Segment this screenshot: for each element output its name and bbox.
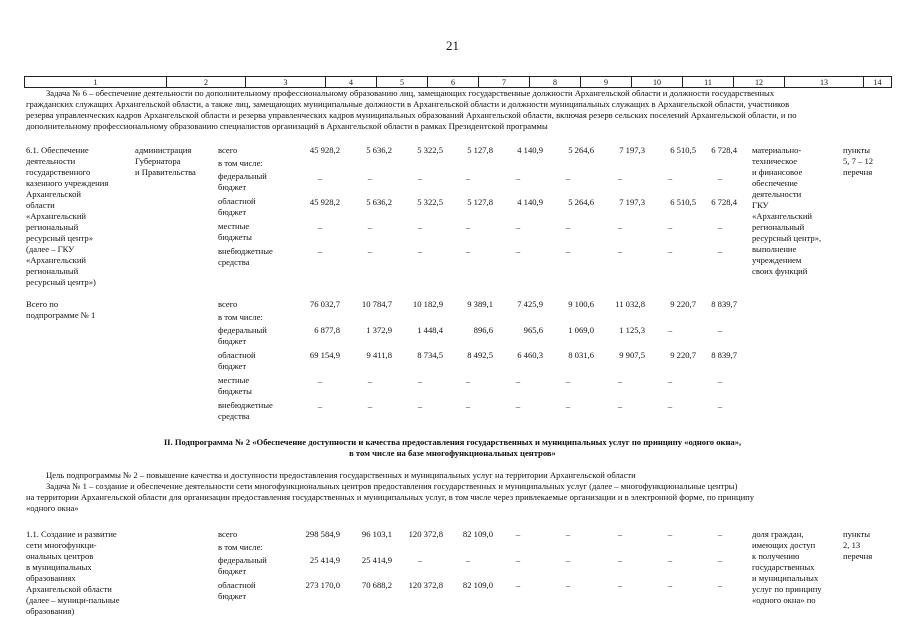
value-cell: 5 127,8 xyxy=(467,197,493,207)
col-header: 8 xyxy=(530,77,581,88)
row-name-line: Всего по xyxy=(26,299,59,309)
empty-cell-dash: – xyxy=(367,401,373,411)
result-line: региональный xyxy=(752,222,805,232)
value-cell: 7 197,3 xyxy=(619,197,645,207)
value-cell: 82 109,0 xyxy=(462,580,493,590)
result-line: учреждением xyxy=(752,255,802,265)
empty-cell-dash: – xyxy=(317,222,323,232)
empty-cell-dash: – xyxy=(717,222,723,232)
value-cell: 25 414,9 xyxy=(361,555,392,565)
empty-cell-dash: – xyxy=(465,173,471,183)
value-cell: – xyxy=(465,555,471,565)
empty-cell-dash: – xyxy=(565,173,571,183)
col-header: 9 xyxy=(581,77,632,88)
value-cell: 69 154,9 xyxy=(309,350,340,360)
value-cell: 5 127,8 xyxy=(467,145,493,155)
points-line: 5, 7 – 12 xyxy=(843,156,874,166)
text-line: на территории Архангельской области для организации предоставления государственных и муниципальных услуг, в том числе через привлекаемые организации и в электронной форме, по принципу xyxy=(26,492,755,502)
empty-cell-dash: – xyxy=(617,376,623,386)
empty-cell-dash: – xyxy=(317,376,323,386)
value-cell: 9 220,7 xyxy=(670,350,696,360)
row-name-line: «Архангельский xyxy=(26,255,87,265)
source-ext: средства xyxy=(218,411,250,421)
value-cell: – xyxy=(717,580,723,590)
value-cell: 5 264,6 xyxy=(568,197,594,207)
value-cell: 10 784,7 xyxy=(361,299,392,309)
row-name-line: (далее – муници-пальные xyxy=(26,595,120,605)
row-name-line: ональных центров xyxy=(26,551,94,561)
source-including: в том числе: xyxy=(218,312,263,322)
value-cell: – xyxy=(515,529,521,539)
executor-line: администрация xyxy=(135,145,192,155)
result-line: «Архангельский xyxy=(752,211,813,221)
value-cell: – xyxy=(617,580,623,590)
text-line: резерва управленческих кадров Архангельской области и резерва управленческих кадров муниципальных образований Архангельской области, включая резерв сельских поселений Архангельской области, и по xyxy=(26,110,797,120)
result-line: своих функций xyxy=(752,266,808,276)
value-cell: 9 389,1 xyxy=(467,299,493,309)
row-name-line: региональный xyxy=(26,222,79,232)
col-header: 13 xyxy=(785,77,864,88)
row-name-line: в муниципальных xyxy=(26,562,92,572)
value-cell: 5 264,6 xyxy=(568,145,594,155)
col-header: 4 xyxy=(326,77,377,88)
value-cell: 6 728,4 xyxy=(711,145,737,155)
value-cell: 120 372,8 xyxy=(408,529,443,539)
source-total: всего xyxy=(218,145,238,155)
text-line: «одного окна» xyxy=(26,503,79,513)
value-cell: 45 928,2 xyxy=(309,197,340,207)
value-cell: 1 448,4 xyxy=(417,325,443,335)
value-cell: 6 877,8 xyxy=(314,325,340,335)
result-line: техническое xyxy=(752,156,798,166)
empty-cell-dash: – xyxy=(317,401,323,411)
value-cell: – xyxy=(617,555,623,565)
value-cell: 25 414,9 xyxy=(309,555,340,565)
empty-cell-dash: – xyxy=(417,173,423,183)
empty-cell-dash: – xyxy=(465,376,471,386)
points-line: перечня xyxy=(843,167,873,177)
section-subtitle: в том числе на базе многофункциональных центров» xyxy=(349,448,556,458)
row-name-line: (далее – ГКУ xyxy=(26,244,75,254)
column-number-header xyxy=(24,76,892,88)
empty-cell-dash: – xyxy=(617,246,623,256)
empty-cell-dash: – xyxy=(417,376,423,386)
empty-cell-dash: – xyxy=(617,222,623,232)
col-header: 12 xyxy=(734,77,785,88)
source-reg: областной xyxy=(218,196,256,206)
source-fed: бюджет xyxy=(218,566,247,576)
empty-cell-dash: – xyxy=(565,401,571,411)
value-cell: – xyxy=(667,325,673,335)
value-cell: 1 069,0 xyxy=(568,325,594,335)
value-cell: 5 636,2 xyxy=(366,197,392,207)
value-cell: 1 125,3 xyxy=(619,325,645,335)
value-cell: 8 031,6 xyxy=(568,350,594,360)
source-reg: бюджет xyxy=(218,591,247,601)
source-ext: средства xyxy=(218,257,250,267)
text-line: гражданских служащих Архангельской области, а также лиц, замещающих муниципальные должности в Архангельской области и должности муниципальных служащих в Архангельской области, участников xyxy=(26,99,790,109)
value-cell: 6 728,4 xyxy=(711,197,737,207)
row-name-line: ресурсный центр») xyxy=(26,277,96,287)
col-header: 6 xyxy=(428,77,479,88)
result-line: доля граждан, xyxy=(752,529,804,539)
col-header: 2 xyxy=(167,77,246,88)
col-header: 14 xyxy=(864,77,892,88)
source-reg: бюджет xyxy=(218,207,247,217)
row-name-line: 6.1. Обеспечение xyxy=(26,145,89,155)
result-line: и финансовое xyxy=(752,167,803,177)
row-name-line: Архангельской xyxy=(26,189,81,199)
empty-cell-dash: – xyxy=(667,246,673,256)
col-header: 10 xyxy=(632,77,683,88)
value-cell: 8 839,7 xyxy=(711,350,737,360)
source-including: в том числе: xyxy=(218,158,263,168)
result-line: к получению xyxy=(752,551,800,561)
row-name-line: региональный xyxy=(26,266,79,276)
value-cell: – xyxy=(565,555,571,565)
value-cell: 5 322,5 xyxy=(417,197,443,207)
value-cell: – xyxy=(565,529,571,539)
result-line: ГКУ xyxy=(752,200,769,210)
empty-cell-dash: – xyxy=(367,222,373,232)
source-fed: федеральный xyxy=(218,555,267,565)
value-cell: – xyxy=(717,325,723,335)
empty-cell-dash: – xyxy=(515,401,521,411)
value-cell: 8 839,7 xyxy=(711,299,737,309)
empty-cell-dash: – xyxy=(515,173,521,183)
value-cell: – xyxy=(515,580,521,590)
empty-cell-dash: – xyxy=(465,401,471,411)
source-fed: бюджет xyxy=(218,182,247,192)
value-cell: 896,6 xyxy=(473,325,493,335)
row-name-line: Архангельской области xyxy=(26,584,112,594)
executor-line: Губернатора xyxy=(135,156,181,166)
source-fed: федеральный xyxy=(218,171,267,181)
result-line: деятельности xyxy=(752,189,802,199)
goal-text: Цель подпрограммы № 2 – повышение качества и доступности предоставления государственных и муниципальных услуг на территории Архангельской области xyxy=(46,470,636,480)
col-header: 7 xyxy=(479,77,530,88)
value-cell: 9 907,5 xyxy=(619,350,645,360)
value-cell: 5 636,2 xyxy=(366,145,392,155)
result-line: ресурсный центр», xyxy=(752,233,822,243)
source-total: всего xyxy=(218,529,238,539)
empty-cell-dash: – xyxy=(717,376,723,386)
source-total: всего xyxy=(218,299,238,309)
source-reg: областной xyxy=(218,350,256,360)
row-name-line: сети многофункци- xyxy=(26,540,97,550)
source-reg: областной xyxy=(218,580,256,590)
empty-cell-dash: – xyxy=(717,401,723,411)
value-cell: – xyxy=(667,580,673,590)
source-ext: внебюджетные xyxy=(218,246,273,256)
source-loc: местные xyxy=(218,221,250,231)
value-cell: 8 492,5 xyxy=(467,350,493,360)
executor-line: и Правительства xyxy=(135,167,196,177)
value-cell: 4 140,9 xyxy=(517,145,543,155)
source-fed: федеральный xyxy=(218,325,267,335)
value-cell: 298 584,9 xyxy=(305,529,340,539)
empty-cell-dash: – xyxy=(417,401,423,411)
row-name-line: казенного учреждения xyxy=(26,178,109,188)
row-name-line: государственного xyxy=(26,167,91,177)
empty-cell-dash: – xyxy=(565,222,571,232)
empty-cell-dash: – xyxy=(717,246,723,256)
text-line: Задача № 6 – обеспечение деятельности по дополнительному профессиональному образованию лиц, замещающих государственные должности Архангельской области и должности государственных xyxy=(46,88,775,98)
result-line: государственных xyxy=(752,562,815,572)
empty-cell-dash: – xyxy=(367,173,373,183)
row-name-line: 1.1. Создание и развитие xyxy=(26,529,117,539)
value-cell: 120 372,8 xyxy=(408,580,443,590)
empty-cell-dash: – xyxy=(667,401,673,411)
text-line: Задача № 1 – создание и обеспечение деятельности сети многофункциональных центров предоставления государственных и муниципальных услуг (далее – многофункциональные центры) xyxy=(46,481,738,491)
empty-cell-dash: – xyxy=(367,376,373,386)
result-line: и муниципальных xyxy=(752,573,819,583)
row-name-line: области xyxy=(26,200,55,210)
source-including: в том числе: xyxy=(218,542,263,552)
points-line: пункты xyxy=(843,145,871,155)
source-loc: местные xyxy=(218,375,250,385)
value-cell: 96 103,1 xyxy=(361,529,392,539)
empty-cell-dash: – xyxy=(317,246,323,256)
value-cell: 7 197,3 xyxy=(619,145,645,155)
col-header: 5 xyxy=(377,77,428,88)
value-cell: 1 372,9 xyxy=(366,325,392,335)
value-cell: – xyxy=(617,529,623,539)
value-cell: 9 100,6 xyxy=(568,299,594,309)
empty-cell-dash: – xyxy=(515,222,521,232)
empty-cell-dash: – xyxy=(367,246,373,256)
value-cell: – xyxy=(515,555,521,565)
result-line: обеспечение xyxy=(752,178,798,188)
empty-cell-dash: – xyxy=(515,246,521,256)
col-header: 3 xyxy=(246,77,326,88)
value-cell: 9 220,7 xyxy=(670,299,696,309)
empty-cell-dash: – xyxy=(717,173,723,183)
value-cell: – xyxy=(667,529,673,539)
source-ext: внебюджетные xyxy=(218,400,273,410)
source-reg: бюджет xyxy=(218,361,247,371)
empty-cell-dash: – xyxy=(465,222,471,232)
empty-cell-dash: – xyxy=(465,246,471,256)
empty-cell-dash: – xyxy=(667,376,673,386)
row-name-line: образования) xyxy=(26,606,75,616)
empty-cell-dash: – xyxy=(617,401,623,411)
value-cell: – xyxy=(667,555,673,565)
value-cell: 6 460,3 xyxy=(517,350,543,360)
empty-cell-dash: – xyxy=(417,222,423,232)
value-cell: 6 510,5 xyxy=(670,145,696,155)
result-line: имеющих доступ xyxy=(752,540,816,550)
value-cell: 9 411,8 xyxy=(366,350,392,360)
value-cell: 965,6 xyxy=(523,325,543,335)
row-name-line: «Архангельский xyxy=(26,211,87,221)
row-name-line: образованиях xyxy=(26,573,76,583)
result-line: услуг по принципу xyxy=(752,584,822,594)
empty-cell-dash: – xyxy=(667,222,673,232)
value-cell: 5 322,5 xyxy=(417,145,443,155)
empty-cell-dash: – xyxy=(667,173,673,183)
col-header: 11 xyxy=(683,77,734,88)
points-line: 2, 13 xyxy=(843,540,861,550)
value-cell: 11 032,8 xyxy=(615,299,645,309)
empty-cell-dash: – xyxy=(515,376,521,386)
value-cell: – xyxy=(717,555,723,565)
value-cell: – xyxy=(565,580,571,590)
value-cell: 70 688,2 xyxy=(361,580,392,590)
value-cell: 7 425,9 xyxy=(517,299,543,309)
value-cell: 273 170,0 xyxy=(305,580,340,590)
col-header: 1 xyxy=(25,77,167,88)
value-cell: 6 510,5 xyxy=(670,197,696,207)
result-line: «одного окна» по xyxy=(752,595,816,605)
value-cell: – xyxy=(717,529,723,539)
value-cell: 45 928,2 xyxy=(309,145,340,155)
points-line: пункты xyxy=(843,529,871,539)
value-cell: 76 032,7 xyxy=(309,299,340,309)
text-line: дополнительному профессиональному образованию специалистов организаций в Архангельской области в рамках Президентской программы xyxy=(26,121,548,131)
row-name-line: подпрограмме № 1 xyxy=(26,310,96,320)
result-line: выполнение xyxy=(752,244,797,254)
points-line: перечня xyxy=(843,551,873,561)
value-cell: 82 109,0 xyxy=(462,529,493,539)
empty-cell-dash: – xyxy=(617,173,623,183)
value-cell: 8 734,5 xyxy=(417,350,443,360)
empty-cell-dash: – xyxy=(565,246,571,256)
source-loc: бюджеты xyxy=(218,232,252,242)
empty-cell-dash: – xyxy=(417,246,423,256)
value-cell: – xyxy=(417,555,423,565)
row-name-line: деятельности xyxy=(26,156,76,166)
source-fed: бюджет xyxy=(218,336,247,346)
result-line: материально- xyxy=(752,145,802,155)
value-cell: 4 140,9 xyxy=(517,197,543,207)
row-name-line: ресурсный центр» xyxy=(26,233,94,243)
empty-cell-dash: – xyxy=(317,173,323,183)
section-title: II. Подпрограмма № 2 «Обеспечение доступности и качества предоставления государственных и муниципальных услуг по принципу «одного окна», xyxy=(163,437,742,447)
page-number: 21 xyxy=(446,38,459,53)
empty-cell-dash: – xyxy=(565,376,571,386)
source-loc: бюджеты xyxy=(218,386,252,396)
value-cell: 10 182,9 xyxy=(412,299,443,309)
